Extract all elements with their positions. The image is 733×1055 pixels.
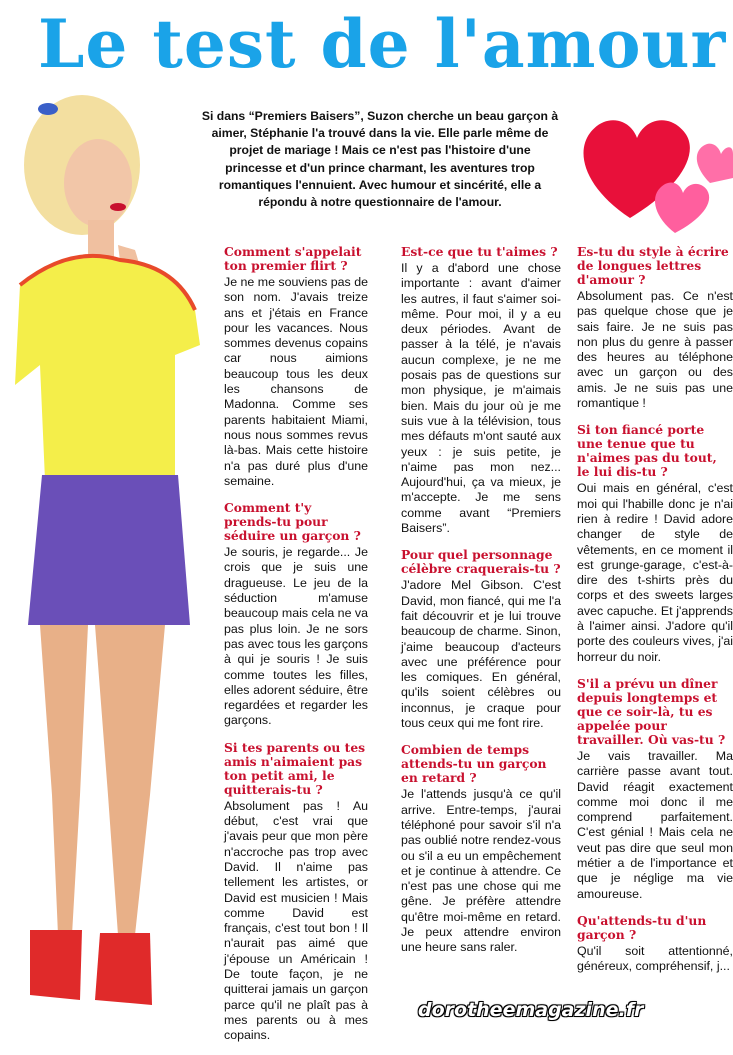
answer-text: Je ne me souviens pas de son nom. J'avais treize ans et j'étais en France pour les vacances. Nous sommes devenus copains car nous aimions beaucoup tous les deux les chansons de Madonna. Comme ses parents habitaient Miami, nous nous sommes revus là-bas. Mais cette histoire n'a pas duré plus d'une semaine. <box>224 275 368 488</box>
question-heading: S'il a prévu un dîner depuis longtemps et que ce soir-là, tu es appelée pour travailler. Où vas-tu ? <box>577 675 726 747</box>
answer-text: Il y a d'abord une chose importante : avant d'aimer les autres, il faut s'aimer soi-même. Pour moi, il y a eu deux périodes. Avant de passer à la télé, je n'avais aucun complexe, je ne me posais pas de questions sur mon physique, je m'aimais bien. Mais du jour où je me suis vue à la télévision, tous mes défauts m'ont sauté aux yeux : je suis petite, je n'aime pas mon nez... Aujourd'hui, ça va mieux, je m'accepte. Je me sens comme avant “Premiers Baisers”. <box>401 261 561 536</box>
answer-text: Je souris, je regarde... Je crois que je suis une dragueuse. Le jeu de la séduction m'amuse beaucoup mais cela ne va pas plus loin. Je ne sors pas avec tous les garçons à qui je souris ! Je suis comme toutes les filles, elles adorent séduire, être regardées et regarder les garçons. <box>224 545 368 728</box>
site-watermark: dorotheemagazine.fr <box>418 999 644 1021</box>
question-heading: Si ton fiancé porte une tenue que tu n'aimes pas du tout, le lui dis-tu ? <box>577 422 717 480</box>
answer-text: Je l'attends jusqu'à ce qu'il arrive. Entre-temps, j'aurai téléphoné pour savoir s'il n'a pas oublié notre rendez-vous ou s'il a eu un empêchement et je continue à attendre. Ce n'est pas une chose qui me gêne. Je préfère attendre qu'être moi-même en retard. Je peux attendre environ une heure sans raler. <box>401 787 561 955</box>
answer-text: Oui mais en général, c'est moi qui l'habille donc je n'ai rien à redire ! David adore changer de style de vêtements, en ce moment il est grunge-garage, c'est-à-dire des t-shirts près du corps et des sweets larges avec capuche. Et j'apprends à l'aimer ainsi. J'adore qu'il porte des couleurs vives, j'ai horreur du noir. <box>577 481 733 664</box>
question-heading: Si tes parents ou tes amis n'aimaient pas ton petit ami, le quitterais-tu ? <box>224 739 366 797</box>
model-photo <box>0 95 235 1020</box>
column-1 <box>224 245 368 1055</box>
column-3 <box>577 245 733 987</box>
question-heading: Combien de temps attends-tu un garçon en retard ? <box>401 742 547 786</box>
question-heading: Es-tu du style à écrire de longues lettres d'amour ? <box>577 244 729 287</box>
hearts-decoration <box>575 108 733 238</box>
answer-text: Qu'il soit attentionné, généreux, compréhensif, j... <box>577 943 733 974</box>
answer-text: Absolument pas. Ce n'est pas quelque chose que je sais faire. Je ne suis pas non plus du genre à passer des heures au téléphone avec un garçon ou des amis. Je ne suis pas une romantique ! <box>577 289 733 411</box>
question-heading: Qu'attends-tu d'un garçon ? <box>577 912 707 942</box>
answer-text: Je vais travailler. Ma carrière passe avant tout. David réagit exactement comme moi donc il me comprend parfaitement. C'est génial ! Mais cela ne veut pas dire que seul mon métier a de l'importance et que je néglige ma vie amoureuse. <box>577 748 733 901</box>
answer-text: J'adore Mel Gibson. C'est David, mon fiancé, qui me l'a fait découvrir et je lui trouve beaucoup de charme. Sinon, j'aime beaucoup d'acteurs avec une préférence pour les comiques. En général, qu'ils soient célèbres ou inconnus, je craque pour tous ceux qui me font rire. <box>401 578 561 731</box>
intro-paragraph: Si dans “Premiers Baisers”, Suzon cherche un beau garçon à aimer, Stéphanie l'a trouvé dans la vie. Elle parle même de projet de mariage ! Mais ce n'est pas l'histoire d'une princesse et d'un prince charmant, les aventures trop romantiques l'ennuient. Avec humour et sincérité, elle a répondu à notre questionnaire de l'amour. <box>201 109 559 210</box>
page-title: Le test de l'amour <box>38 5 727 83</box>
question-heading: Est-ce que tu t'aimes ? <box>401 244 558 259</box>
column-2 <box>401 245 561 968</box>
question-heading: Comment s'appelait ton premier flirt ? <box>224 244 362 273</box>
answer-text: Absolument pas ! Au début, c'est vrai que j'avais peur que mon père n'accroche pas trop avec David. Il n'aime pas tellement les artistes, or David est musicien ! Mais comme David est français, c'est tout bon ! Il n'aurait pas aimé que j'épouse un Américain ! De toute façon, je ne quitterai jamais un garçon parce qu'il ne plaît pas à mes parents ou à mes copains. <box>224 798 368 1043</box>
question-heading: Comment t'y prends-tu pour séduire un garçon ? <box>224 500 361 544</box>
question-heading: Pour quel personnage célèbre craquerais-tu ? <box>401 547 561 577</box>
